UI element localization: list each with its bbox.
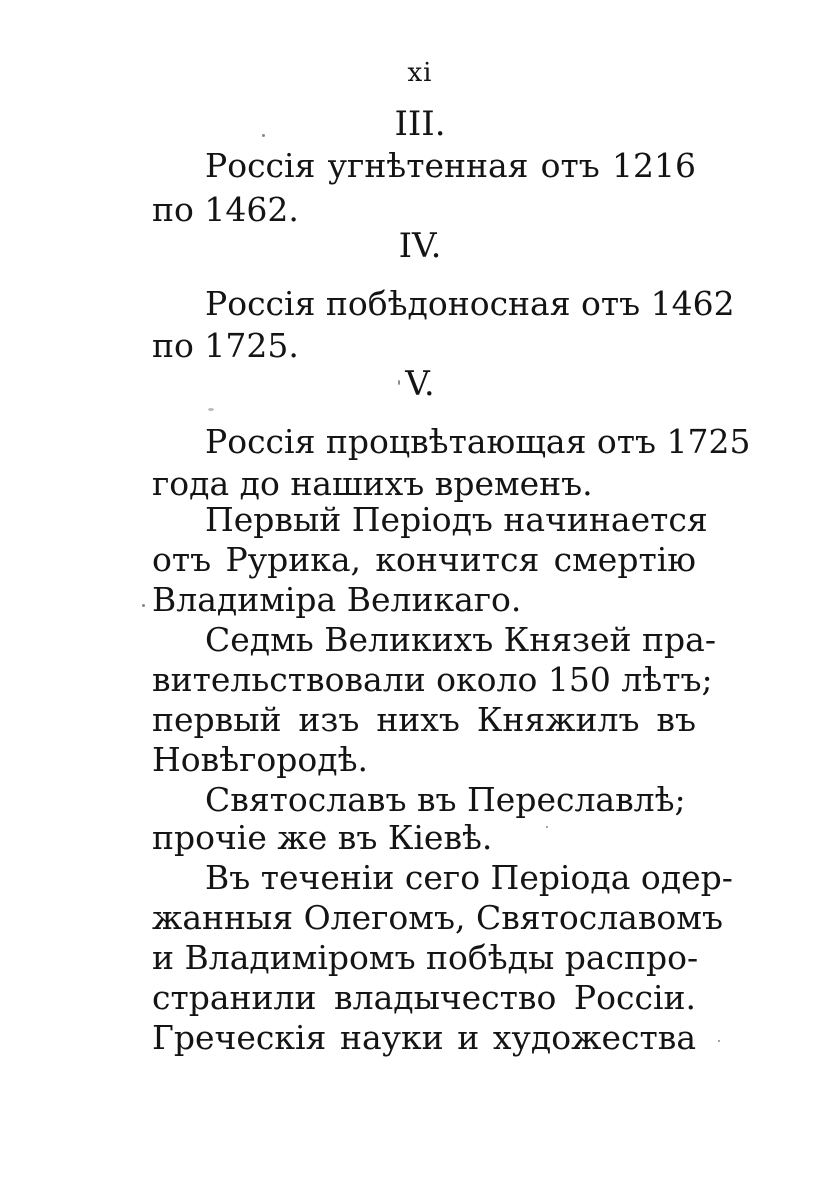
section-iv-line-1: Россія побѣдоносная отъ 1462 [205,284,735,323]
section-iii-line-1: Россія угнѣтенная отъ 1216 [205,146,696,185]
scan-speck [262,134,265,137]
paragraph-1-line-2: отъ Рурика, кончится смертію [152,540,696,579]
paragraph-2-line-3: первый изъ нихъ Княжилъ въ [152,700,696,739]
scan-speck [718,1040,720,1042]
paragraph-1-line-3: Владиміра Великаго. [152,580,522,619]
scan-speck [398,380,400,385]
paragraph-4-line-2: жанныя Олегомъ, Святославомъ [152,898,723,937]
paragraph-4-line-3: и Владиміромъ побѣды распро- [152,938,699,977]
paragraph-4-line-5: Греческія науки и художества [152,1018,696,1057]
paragraph-4-line-4: странили владычество Россіи. [152,978,696,1017]
scan-speck [142,604,145,607]
section-iii-line-2: по 1462. [152,190,299,229]
page-number: xi [407,58,433,88]
paragraph-2-line-4: Новѣгородѣ. [152,740,368,779]
paragraph-3-line-2: прочіе же въ Кіевѣ. [152,818,493,857]
scan-speck [208,408,214,411]
section-heading-v: V. [405,364,435,404]
section-heading-iv: IV. [398,226,442,266]
paragraph-2-line-2: вительствовали около 150 лѣтъ; [152,660,713,699]
section-heading-iii: III. [394,104,446,144]
paragraph-1-line-1: Первый Періодъ начинается [205,500,708,539]
paragraph-4-line-1: Въ теченіи сего Періода одер- [205,858,733,897]
scan-speck [546,826,548,828]
paragraph-2-line-1: Седмь Великихъ Князей пра- [205,620,716,659]
section-iv-line-2: по 1725. [152,326,299,365]
paragraph-3-line-1: Святославъ въ Переславлѣ; [205,780,686,819]
section-v-line-1: Россія процвѣтающая отъ 1725 [205,422,751,461]
section-v-line-2: года до нашихъ временъ. [152,464,593,503]
